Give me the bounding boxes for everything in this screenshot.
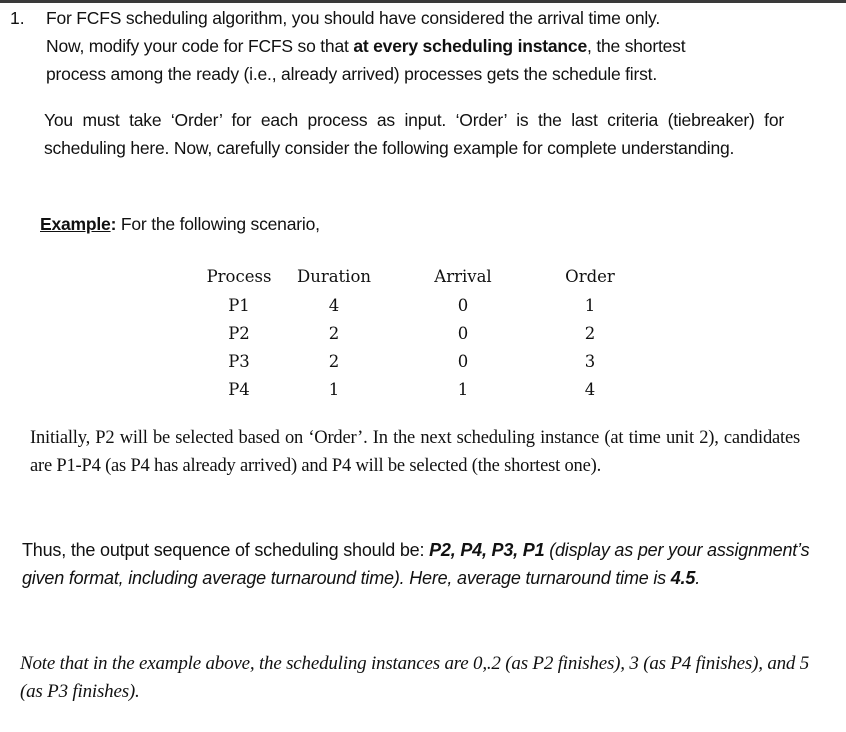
cell-duration: 2: [328, 324, 340, 343]
cell-arrival: 0: [457, 296, 469, 315]
average-turnaround-value: 4.5: [670, 568, 696, 588]
note-paragraph: Note that in the example above, the scheduling instances are 0,.2 (as P2 finishes), 3 (as P4 finishes), and 5 (as P3 finishes).: [20, 653, 810, 702]
header-process: Process: [206, 267, 272, 286]
question-line-2-post: , the shortest: [587, 36, 686, 56]
cell-arrival: 0: [457, 352, 469, 371]
example-label: Example: [40, 214, 111, 234]
table-row: [196, 348, 640, 376]
cell-arrival: 0: [457, 324, 469, 343]
conclusion-pre: Thus, the output sequence of scheduling should be:: [22, 540, 430, 560]
header-order: Order: [565, 267, 615, 286]
question-emphasis: at every scheduling instance: [353, 36, 587, 56]
cell-duration: 4: [328, 296, 340, 315]
header-duration: Duration: [296, 267, 372, 286]
cell-duration: 2: [328, 352, 340, 371]
process-table: [196, 262, 640, 404]
table-header-row: [196, 262, 640, 292]
question-number: 1.: [10, 8, 25, 28]
cell-process: P1: [228, 296, 250, 315]
question-line-1: For FCFS scheduling algorithm, you should have considered the arrival time only.: [46, 8, 660, 28]
cell-arrival: 1: [457, 380, 469, 399]
cell-duration: 1: [328, 380, 340, 399]
order-paragraph: You must take ‘Order’ for each process as input. ‘Order’ is the last criteria (tiebreaker) for scheduling here. Now, carefully consider the following example for complete understanding.: [44, 110, 784, 158]
conclusion-paragraph: [22, 536, 812, 592]
cell-process: P3: [228, 352, 250, 371]
header-arrival: Arrival: [434, 267, 492, 286]
example-colon: :: [110, 214, 117, 234]
output-sequence: P2, P4, P3, P1: [429, 540, 545, 560]
cell-process: P2: [228, 324, 250, 343]
example-text: For the following scenario,: [116, 214, 320, 234]
question-line-2: [46, 32, 806, 60]
cell-order: 1: [584, 296, 596, 315]
question-line-3: process among the ready (i.e., already arrived) processes gets the schedule first.: [46, 64, 657, 84]
cell-order: 4: [584, 380, 596, 399]
table-row: [196, 320, 640, 348]
question-text: [46, 4, 806, 88]
top-border: [0, 0, 846, 3]
cell-process: P4: [228, 380, 250, 399]
table-row: [196, 376, 640, 404]
cell-order: 2: [584, 324, 596, 343]
table-row: [196, 292, 640, 320]
conclusion-end: .: [695, 568, 700, 588]
explanation-paragraph: Initially, P2 will be selected based on ‘Order’. In the next scheduling instance (at time unit 2), candidates are P1-P4 (as P4 has already arrived) and P4 will be selected (the shortest one).: [30, 428, 800, 476]
conclusion-italic: (display as per your assignment’s given format, including average turnaround time). Here, average turnaround time is: [22, 540, 810, 588]
question-line-2-pre: Now, modify your code for FCFS so that: [46, 36, 354, 56]
cell-order: 3: [584, 352, 596, 371]
example-heading: [40, 210, 740, 238]
